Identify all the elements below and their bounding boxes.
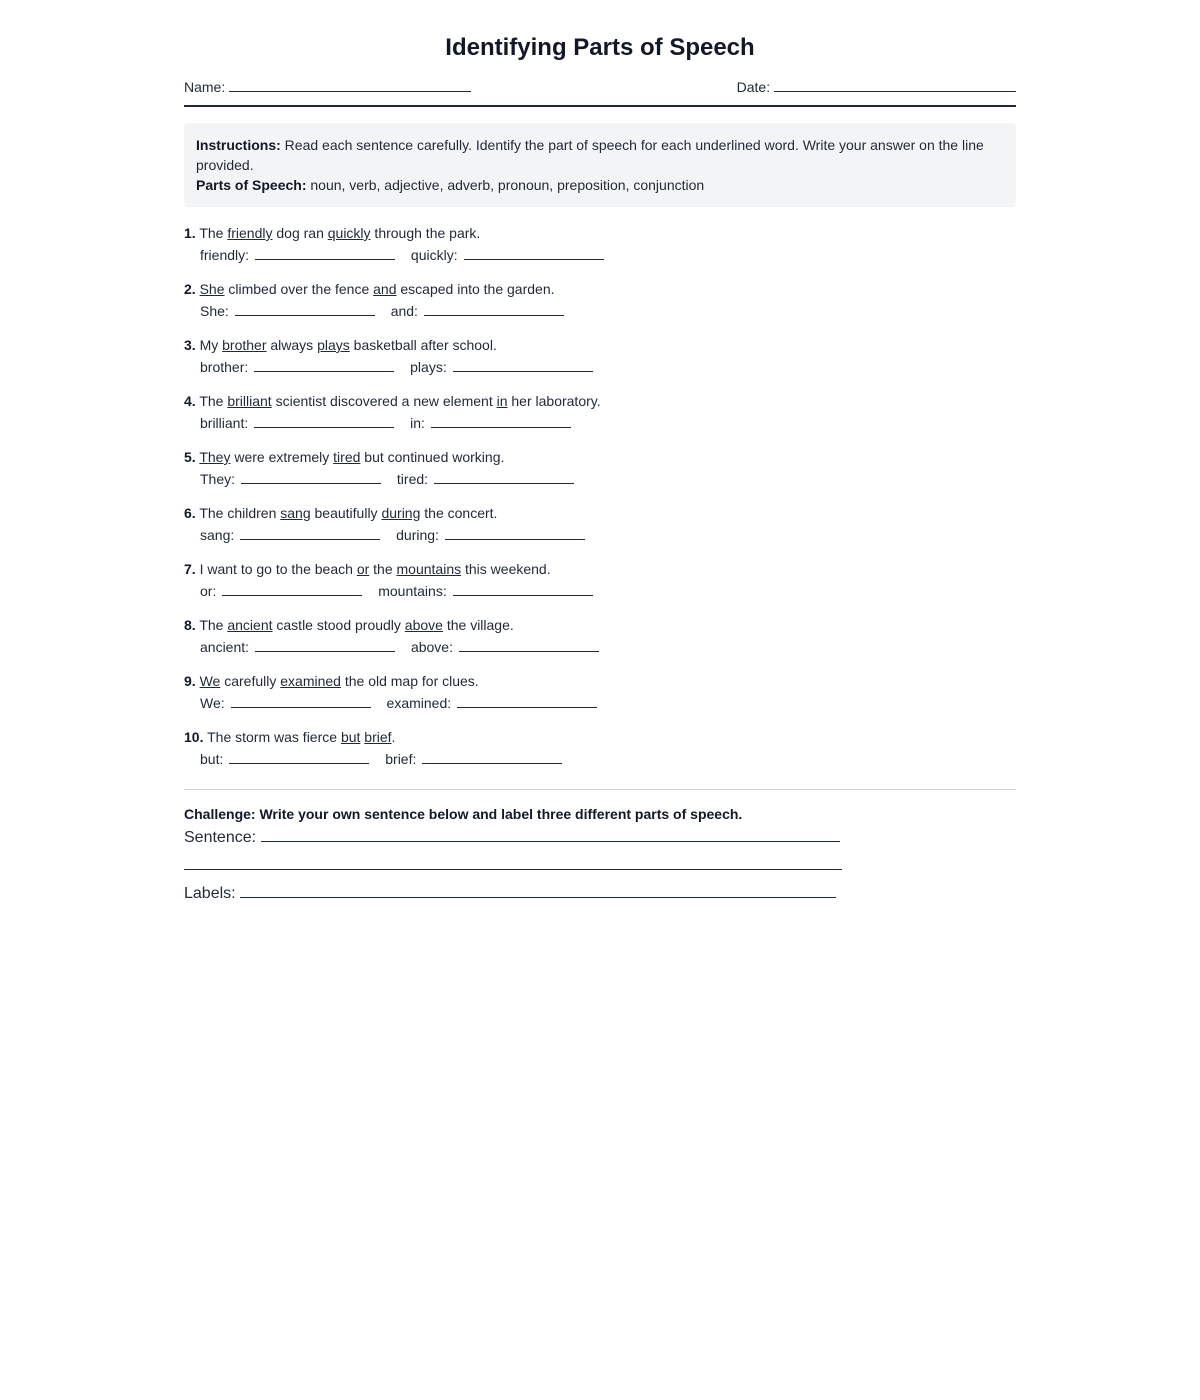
- answer-label: sang:: [200, 527, 235, 543]
- question-sentence: [184, 559, 1016, 579]
- pos-body: noun, verb, adjective, adverb, pronoun, preposition, conjunction: [306, 177, 705, 193]
- answer-label: brief:: [385, 751, 417, 767]
- sentence-text: the: [369, 561, 397, 577]
- sentence-text: always: [266, 337, 318, 353]
- question-item: [184, 671, 1016, 727]
- sentence-input-line[interactable]: [261, 825, 840, 842]
- underlined-word: sang: [280, 505, 311, 521]
- answer-field: [410, 355, 592, 379]
- question-sentence: [184, 671, 1016, 691]
- sentence-text: beautifully: [310, 505, 382, 521]
- answer-field: [200, 355, 394, 379]
- answer-row: [184, 523, 1016, 547]
- name-field: [184, 77, 471, 97]
- question-sentence: [184, 279, 1016, 299]
- answer-input-line[interactable]: [459, 637, 599, 652]
- sentence-text: her laboratory.: [507, 393, 601, 409]
- answer-label: quickly:: [410, 247, 458, 263]
- instructions-body: Read each sentence carefully. Identify the part of speech for each underlined word. Write your answer on the line provided.: [196, 137, 984, 173]
- labels-input-line[interactable]: [240, 881, 836, 898]
- answer-label: but:: [200, 751, 224, 767]
- question-item: [184, 447, 1016, 503]
- sentence-label: Sentence:: [184, 829, 257, 846]
- answer-input-line[interactable]: [240, 525, 380, 540]
- underlined-word: examined: [280, 673, 341, 689]
- question-number: 6.: [184, 505, 196, 521]
- question-number: 3.: [184, 337, 196, 353]
- underlined-word: friendly: [227, 225, 273, 241]
- answer-label: in:: [410, 415, 425, 431]
- answer-input-line[interactable]: [424, 301, 564, 316]
- sentence-text: the village.: [442, 617, 514, 633]
- answer-field: [410, 411, 571, 435]
- sentence-text: castle stood proudly: [272, 617, 405, 633]
- answer-label: brilliant:: [200, 415, 249, 431]
- underlined-word: quickly: [327, 225, 371, 241]
- parts-of-speech-list: [196, 175, 1004, 195]
- question-sentence: [184, 391, 1016, 411]
- answer-input-line[interactable]: [222, 581, 362, 596]
- section-divider: [184, 789, 1016, 790]
- underlined-word: brother: [222, 337, 267, 353]
- name-date-row: [184, 77, 1016, 97]
- answer-input-line[interactable]: [464, 245, 604, 260]
- answer-field: [200, 411, 394, 435]
- sentence-text: but continued working.: [360, 449, 505, 465]
- sentence-text: the concert.: [420, 505, 498, 521]
- question-number: 1.: [184, 225, 196, 241]
- answer-label: during:: [396, 527, 439, 543]
- question-number: 9.: [184, 673, 196, 689]
- answer-input-line[interactable]: [255, 245, 395, 260]
- underlined-word: ancient: [227, 617, 273, 633]
- answer-field: [200, 299, 375, 323]
- answer-field: [396, 523, 585, 547]
- answer-row: [184, 411, 1016, 435]
- question-item: [184, 335, 1016, 391]
- sentence-continuation-row: [184, 852, 1016, 880]
- question-sentence: [184, 223, 1016, 243]
- sentence-text: The: [199, 393, 228, 409]
- sentence-text: were extremely: [230, 449, 334, 465]
- answer-field: [387, 691, 597, 715]
- name-label: Name:: [184, 79, 226, 95]
- sentence-text: The children: [199, 505, 281, 521]
- sentence-text: The: [199, 225, 228, 241]
- answer-label: They:: [200, 471, 236, 487]
- question-number: 5.: [184, 449, 196, 465]
- underlined-word: tired: [333, 449, 361, 465]
- instructions-text: [196, 135, 1004, 175]
- answer-field: [385, 747, 562, 771]
- sentence-text: escaped into the garden.: [396, 281, 555, 297]
- question-item: [184, 727, 1016, 783]
- date-label: Date:: [736, 79, 771, 95]
- answer-input-line[interactable]: [241, 469, 381, 484]
- sentence-text: this weekend.: [461, 561, 551, 577]
- sentence-text: scientist discovered a new element: [271, 393, 497, 409]
- answer-field: [200, 243, 395, 267]
- instructions-lead: Instructions:: [196, 137, 281, 153]
- answer-row: [184, 467, 1016, 491]
- underlined-word: and: [373, 281, 397, 297]
- answer-label: brother:: [200, 359, 249, 375]
- question-sentence: [184, 615, 1016, 635]
- answer-input-line[interactable]: [445, 525, 585, 540]
- answer-row: [184, 243, 1016, 267]
- answer-field: [411, 635, 599, 659]
- underlined-word: brilliant: [227, 393, 272, 409]
- challenge-title: Challenge: Write your own sentence below and label three different parts of speech.: [184, 806, 743, 822]
- answer-row: [184, 299, 1016, 323]
- answer-input-line[interactable]: [434, 469, 574, 484]
- underlined-word: They: [199, 449, 231, 465]
- answer-label: mountains:: [378, 583, 447, 599]
- answer-row: [184, 747, 1016, 771]
- answer-input-line[interactable]: [453, 357, 593, 372]
- worksheet-page: [184, 0, 1016, 908]
- answer-label: ancient:: [200, 639, 250, 655]
- answer-label: and:: [390, 303, 418, 319]
- question-item: [184, 615, 1016, 671]
- underlined-word: mountains: [396, 561, 462, 577]
- question-item: [184, 391, 1016, 447]
- answer-input-line[interactable]: [453, 581, 593, 596]
- answer-label: tired:: [396, 471, 429, 487]
- question-number: 4.: [184, 393, 196, 409]
- question-sentence: [184, 335, 1016, 355]
- underlined-word: above: [404, 617, 443, 633]
- answer-label: plays:: [410, 359, 447, 375]
- answer-field: [200, 523, 380, 547]
- answer-input-line[interactable]: [231, 693, 371, 708]
- sentence-text: The storm was fierce: [207, 729, 341, 745]
- date-input-line[interactable]: [774, 77, 1016, 92]
- sentence-text: through the park.: [370, 225, 481, 241]
- pos-lead: Parts of Speech:: [196, 177, 307, 193]
- answer-field: [200, 579, 362, 603]
- answer-field: [200, 635, 395, 659]
- question-sentence: [184, 447, 1016, 467]
- question-sentence: [184, 503, 1016, 523]
- question-item: [184, 503, 1016, 559]
- answer-label: above:: [410, 639, 453, 655]
- sentence-text: the old map for clues.: [340, 673, 479, 689]
- underlined-word: or: [356, 561, 370, 577]
- answer-label: She:: [200, 303, 229, 319]
- date-field: [737, 77, 1016, 97]
- name-input-line[interactable]: [229, 77, 471, 92]
- questions-list: [184, 223, 1016, 783]
- answer-label: examined:: [386, 695, 452, 711]
- answer-input-line[interactable]: [254, 357, 394, 372]
- labels-row: [184, 880, 1016, 908]
- answer-input-line[interactable]: [431, 413, 571, 428]
- answer-input-line[interactable]: [254, 413, 394, 428]
- question-item: [184, 223, 1016, 279]
- answer-input-line[interactable]: [229, 749, 369, 764]
- question-item: [184, 559, 1016, 615]
- answer-input-line[interactable]: [235, 301, 375, 316]
- sentence-continuation-line[interactable]: [184, 853, 842, 870]
- answer-row: [184, 635, 1016, 659]
- sentence-text: climbed over the fence: [224, 281, 374, 297]
- question-number: 10.: [184, 729, 204, 745]
- answer-field: [397, 467, 574, 491]
- answer-input-line[interactable]: [457, 693, 597, 708]
- answer-field: [200, 691, 371, 715]
- underlined-word: but: [340, 729, 361, 745]
- answer-field: [200, 747, 369, 771]
- page-title: Identifying Parts of Speech: [445, 34, 755, 61]
- question-sentence: [184, 727, 1016, 747]
- answer-field: [378, 579, 592, 603]
- underlined-word: in: [496, 393, 508, 409]
- answer-field: [200, 467, 381, 491]
- answer-field: [391, 299, 564, 323]
- sentence-text: basketball after school.: [349, 337, 497, 353]
- underlined-word: We: [199, 673, 221, 689]
- underlined-word: during: [381, 505, 421, 521]
- sentence-text: I want to go to the beach: [199, 561, 357, 577]
- question-item: [184, 279, 1016, 335]
- sentence-row: [184, 824, 1016, 852]
- question-number: 2.: [184, 281, 196, 297]
- sentence-text: carefully: [220, 673, 281, 689]
- header-divider: [184, 105, 1016, 107]
- answer-input-line[interactable]: [255, 637, 395, 652]
- underlined-word: plays: [317, 337, 350, 353]
- labels-label: Labels:: [184, 885, 236, 902]
- sentence-text: dog ran: [272, 225, 328, 241]
- answer-label: We:: [200, 695, 225, 711]
- answer-row: [184, 355, 1016, 379]
- answer-input-line[interactable]: [422, 749, 562, 764]
- question-number: 8.: [184, 617, 196, 633]
- answer-field: [411, 243, 604, 267]
- answer-row: [184, 579, 1016, 603]
- instructions-box: [184, 123, 1016, 207]
- question-number: 7.: [184, 561, 196, 577]
- sentence-text: .: [391, 729, 396, 745]
- answer-row: [184, 691, 1016, 715]
- answer-label: friendly:: [200, 247, 250, 263]
- sentence-text: The: [199, 617, 228, 633]
- answer-label: or:: [200, 583, 217, 599]
- sentence-text: My: [199, 337, 223, 353]
- underlined-word: She: [199, 281, 225, 297]
- underlined-word: brief: [364, 729, 392, 745]
